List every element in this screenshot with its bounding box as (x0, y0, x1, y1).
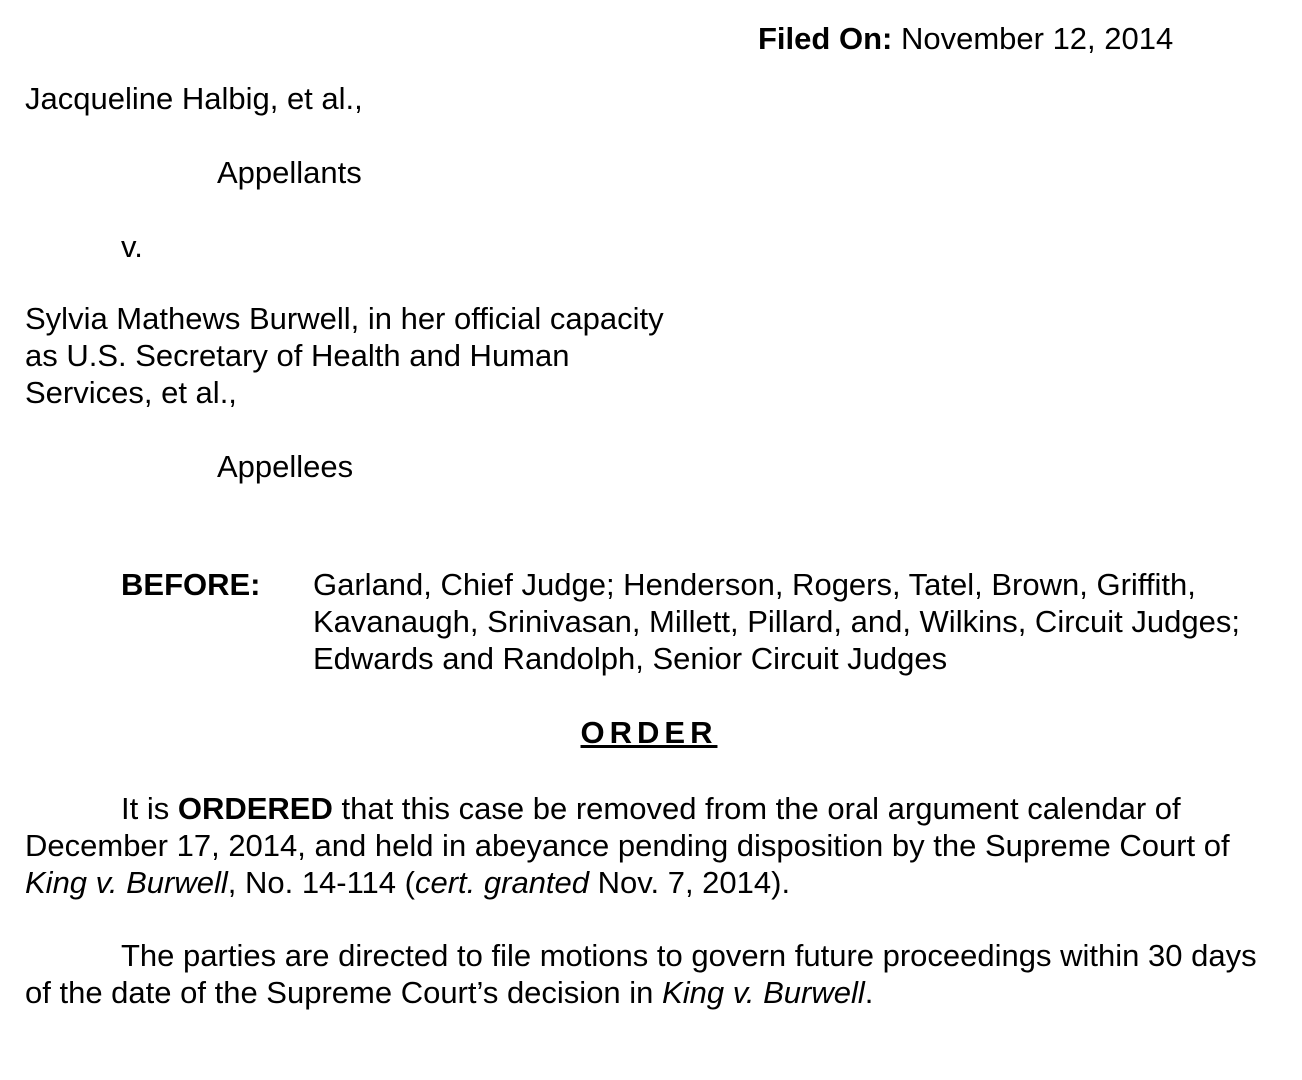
para2-text2: . (864, 975, 874, 1010)
para2-text1: The parties are directed to file motions to govern future proceedings within 30 days of the date of the Supreme Court’s decision in (25, 938, 1257, 1010)
before-judges: Garland, Chief Judge; Henderson, Rogers, Tatel, Brown, Griffith, Kavanaugh, Srinivasan, Millett, Pillard, and, Wilkins, Circuit Judges; Edwards and Randolph, Senior Circuit Judges (313, 567, 1240, 676)
before-label: BEFORE: (121, 567, 261, 602)
order-paragraph-1 (25, 790, 1265, 901)
appellant-name: Jacqueline Halbig, et al., (25, 81, 363, 116)
filed-on-line (758, 20, 1173, 57)
case-name: King v. Burwell (662, 975, 865, 1010)
para1-intro: It is (121, 791, 178, 826)
para1-text2: , No. 14-114 ( (227, 865, 415, 900)
filed-on-date: November 12, 2014 (900, 21, 1174, 56)
cert-granted: cert. granted (414, 865, 590, 900)
appellee-name: Sylvia Mathews Burwell, in her official capacity as U.S. Secretary of Health and Human Services, et al., (25, 301, 664, 410)
filed-on-label: Filed On: (758, 21, 893, 56)
appellees-label: Appellees (217, 449, 354, 484)
ordered-word: ORDERED (177, 791, 333, 826)
appellants-label: Appellants (217, 155, 362, 190)
para1-text1: that this case be removed from the oral argument calendar of December 17, 2014, and held in abeyance pending disposition by the Supreme Court of (25, 791, 1230, 863)
order-paragraph-2 (25, 937, 1265, 1011)
para1-text3: Nov. 7, 2014). (589, 865, 791, 900)
case-name: King v. Burwell (25, 865, 228, 900)
versus-label: v. (121, 229, 143, 264)
order-heading: ORDER (580, 715, 718, 750)
